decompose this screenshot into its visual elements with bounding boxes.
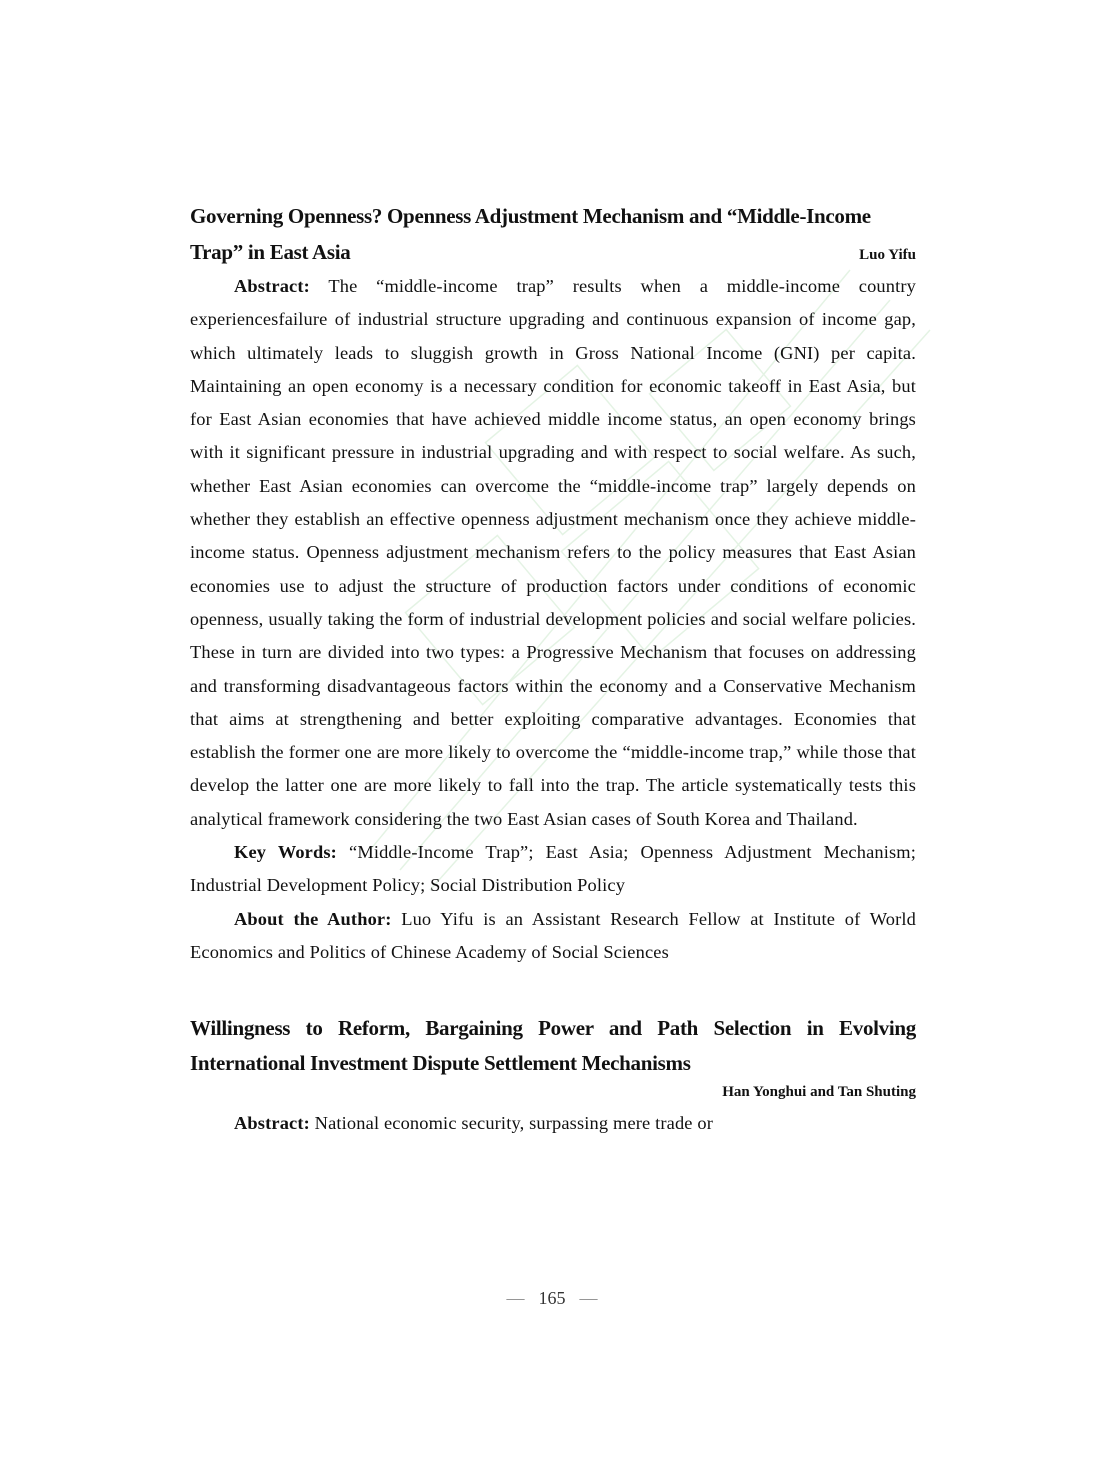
article-2-abstract — [190, 1107, 916, 1140]
about-author-label: About the Author: — [234, 908, 392, 929]
page-number: — 165 — — [506, 1288, 598, 1308]
article-1 — [190, 198, 916, 969]
abstract-label: Abstract: — [234, 276, 310, 296]
article-1-author: Luo Yifu — [859, 247, 916, 263]
article-2-author: Han Yonghui and Tan Shuting — [722, 1084, 916, 1101]
abstract-text-2: National economic security, surpassing mere trade or — [314, 1113, 713, 1134]
article-1-keywords — [190, 836, 916, 903]
keywords-label: Key Words: — [234, 842, 337, 863]
article-1-title-row — [190, 234, 916, 270]
article-1-title-line-2: Trap” in East Asia — [190, 240, 351, 264]
page-content — [190, 198, 916, 1141]
keywords-text: “Middle-Income Trap”; East Asia; Openness Adjustment Mechanism; Industrial Development Policy; Social Distribution Policy — [190, 842, 917, 896]
article-1-title-line-1: Governing Openness? Openness Adjustment Mechanism and “Middle-Income — [190, 204, 871, 228]
article-1-abstract — [190, 270, 916, 836]
article-2 — [190, 1011, 916, 1140]
article-2-title: Willingness to Reform, Bargaining Power and Path Selection in Evolving International Investment Dispute Settlement Mechanisms — [190, 1016, 916, 1076]
abstract-text: The “middle-income trap” results when a middle-income country experiencesfailure of industrial structure upgrading and continuous expansion of income gap, which ultimately leads to sluggish growth in Gross National Income (GNI) per capita. Maintaining an open economy is a necessary condition for economic takeoff in East Asia, but for East Asian economies that have achieved middle income status, an open economy brings with it significant pressure in industrial upgrading and with respect to social welfare. As such, whether East Asian economies can overcome the “middle-income trap” largely depends on whether they establish an effective openness adjustment mechanism once they achieve middle-income status. Openness adjustment mechanism refers to the policy measures that East Asian economies use to adjust the structure of production factors under conditions of economic openness, usually taking the form of industrial development policies and social welfare policies. These in turn are divided into two types: a Progressive Mechanism that focuses on addressing and transforming disadvantageous factors within the economy and a Conservative Mechanism that aims at strengthening and better exploiting comparative advantages. Economies that establish the former one are more likely to overcome the “middle-income trap,” while those that develop the latter one are more likely to fall into the trap. The article systematically tests this analytical framework considering the two East Asian cases of South Korea and Thailand. — [190, 276, 916, 829]
about-author-text: Luo Yifu is an Assistant Research Fellow at Institute of World Economics and Politics of Chinese Academy of Social Sciences — [190, 908, 916, 962]
article-1-about-author — [190, 903, 916, 970]
abstract-label-2: Abstract: — [234, 1113, 310, 1134]
